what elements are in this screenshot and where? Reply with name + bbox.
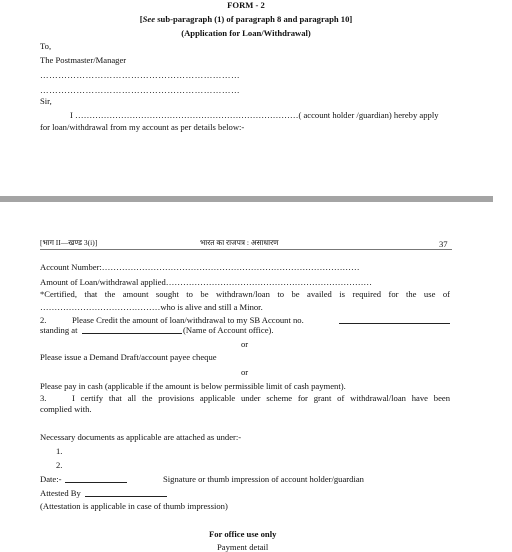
attested-field (85, 488, 167, 499)
office-label: (Name of Account office). (183, 325, 274, 335)
intro-line-1: I ……………………………………………………………………( account holder /guardian) hereby apply (70, 110, 439, 120)
document-item-2: 2. (56, 460, 63, 470)
payment-detail-heading: Payment detail (217, 542, 269, 552)
attested-label: Attested By (40, 488, 81, 498)
page-divider (0, 196, 493, 202)
or-1: or (241, 339, 249, 349)
form-subtitle: (Application for Loan/Withdrawal) (181, 28, 311, 38)
intro-line-2: for loan/withdrawal from my account as per details below:- (40, 122, 245, 132)
sb-account-field (339, 315, 450, 326)
reference-open: [ (139, 14, 143, 24)
account-number-line: Account Number:……………………………………………………………………………… (40, 262, 360, 272)
form-reference (0, 14, 492, 24)
or-2: or (241, 367, 249, 377)
certify-number: 3. (40, 393, 47, 403)
date-label: Date:- (40, 474, 62, 484)
credit-number: 2. (40, 315, 47, 325)
address-line-2: ………………………………………………………… (40, 85, 241, 95)
office-field (82, 325, 182, 336)
certify-line-2: complied with. (40, 404, 92, 414)
certified-line-2: ……………………………………who is alive and still a Minor. (40, 302, 263, 312)
pay-cash-line: Please pay in cash (applicable if the amount is below permissible limit of cash payment). (40, 381, 346, 391)
date-field (65, 474, 127, 485)
attestation-note: (Attestation is applicable in case of thumb impression) (40, 501, 228, 511)
signature-label: Signature or thumb impression of account holder/guardian (163, 474, 364, 484)
document-item-1: 1. (56, 446, 63, 456)
page-number: 37 (439, 239, 448, 249)
header-rule (40, 249, 452, 250)
standing-at-label: standing at (40, 325, 78, 335)
demand-draft-line: Please issue a Demand Draft/account payee cheque (40, 352, 217, 362)
office-use-heading: For office use only (209, 529, 277, 539)
form-title: FORM - 2 (227, 0, 265, 10)
gazette-part: [भाग II—खण्ड 3(i)] (40, 238, 98, 247)
to-label: To, (40, 41, 52, 51)
address-line-1: ………………………………………………………… (40, 70, 241, 80)
certify-line-1: I certify that all the provisions applicable under scheme for grant of withdrawal/loan have been (72, 393, 450, 403)
certified-line-1: *Certified, that the amount sought to be withdrawn/loan to be availed is required for the use of (40, 289, 450, 299)
gazette-title: भारत का राजपत्र : असाधारण (200, 238, 279, 247)
reference-see: See (142, 14, 156, 24)
amount-applied-line: Amount of Loan/withdrawal applied……………………………………………………………… (40, 277, 373, 287)
documents-heading: Necessary documents as applicable are attached as under:- (40, 432, 242, 442)
reference-rest: sub-paragraph (1) of paragraph 8 and paragraph 10] (155, 14, 353, 24)
salutation: Sir, (40, 96, 52, 106)
credit-text: Please Credit the amount of loan/withdrawal to my SB Account no. (72, 315, 304, 325)
addressee: The Postmaster/Manager (40, 55, 127, 65)
